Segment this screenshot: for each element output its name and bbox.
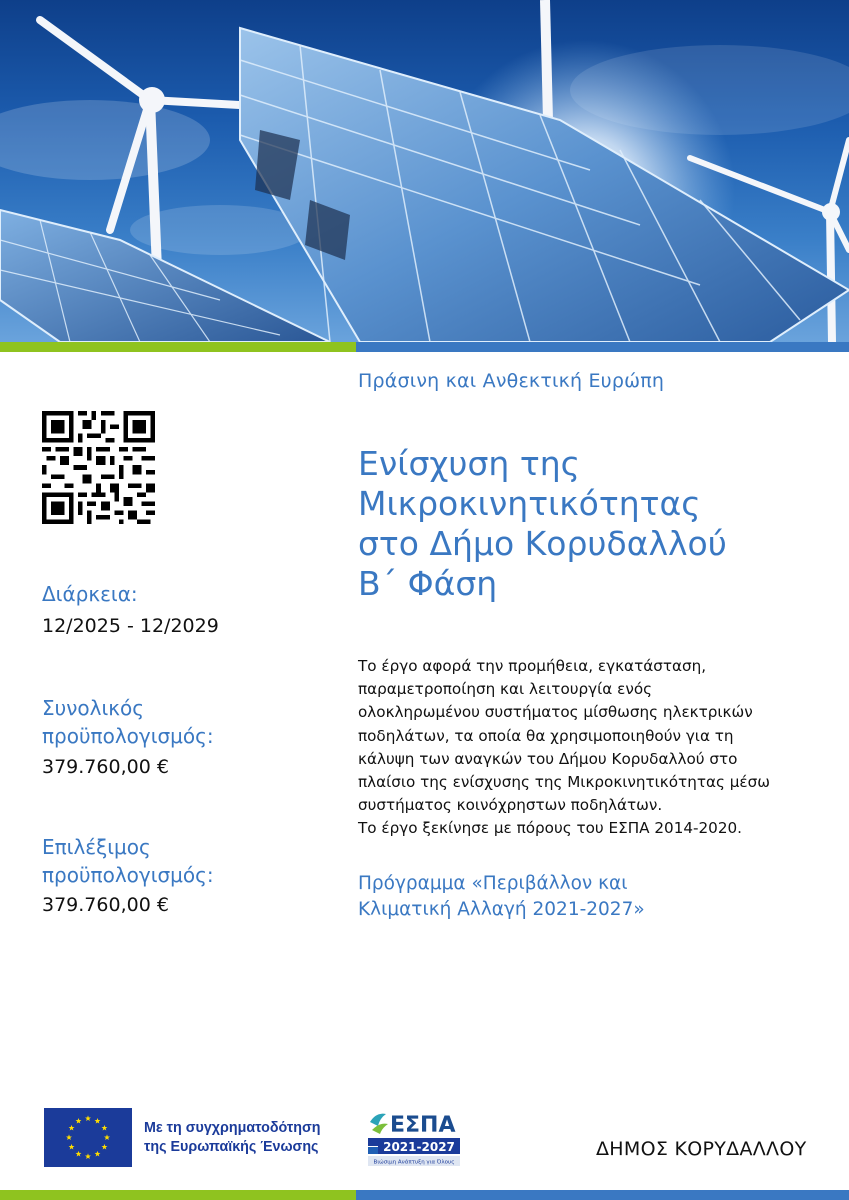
eu-cofunding-line: Με τη συγχρηματοδότηση: [144, 1120, 321, 1136]
espa-logo-period: 2021-2027: [383, 1140, 455, 1154]
eu-cofunding-text: [144, 1119, 321, 1157]
eligible-budget-label-line: προϋπολογισμός:: [42, 863, 214, 887]
duration-value: 12/2025 - 12/2029: [42, 615, 219, 637]
green-stripe-bottom: [0, 1190, 356, 1200]
project-title-line: Μικροκινητικότητας: [358, 484, 701, 523]
eligible-budget-value: 379.760,00 €: [42, 894, 169, 916]
eu-flag-icon: [44, 1108, 132, 1167]
description-line: συστήματος κοινόχρηστων ποδηλάτων.: [358, 796, 663, 815]
qr-code-icon: [42, 411, 155, 524]
description-line: κάλυψη των αναγκών του Δήμου Κορυδαλλού στο: [358, 749, 738, 768]
description-line: ποδηλάτων, τα οποία θα χρησιμοποιηθούν για τη: [358, 726, 734, 745]
eu-cofunding-line: της Ευρωπαϊκής Ένωσης: [144, 1139, 319, 1155]
espa-logo-name: ΕΣΠΑ: [390, 1113, 456, 1138]
project-title: [358, 444, 828, 604]
total-budget-label-line: Συνολικός: [42, 696, 144, 720]
blue-stripe-top: [356, 342, 849, 352]
eligible-budget-label: [42, 833, 214, 889]
description-line: ολοκληρωμένου συστήματος μίσθωσης ηλεκτρικών: [358, 703, 753, 722]
blue-stripe-bottom: [356, 1190, 849, 1200]
municipality-name: ΔΗΜΟΣ ΚΟΡΥΔΑΛΛΟΥ: [596, 1138, 807, 1160]
eligible-budget-label-line: Επιλέξιμος: [42, 835, 151, 859]
total-budget-label-line: προϋπολογισμός:: [42, 724, 214, 748]
espa-logo-tagline: Βιώσιμη Ανάπτυξη για Όλους: [373, 1159, 455, 1166]
green-stripe-top: [0, 342, 356, 352]
project-title-line: Β΄ Φάση: [358, 564, 498, 603]
description-line: Το έργο αφορά την προμήθεια, εγκατάσταση,: [358, 657, 707, 675]
duration-label: Διάρκεια:: [42, 582, 138, 606]
program-area-heading: Πράσινη και Ανθεκτική Ευρώπη: [358, 370, 665, 392]
total-budget-value: 379.760,00 €: [42, 756, 169, 778]
hero-image: [0, 0, 849, 342]
project-title-line: Ενίσχυση της: [358, 444, 580, 483]
espa-logo-icon: [368, 1108, 460, 1170]
solar-panels-illustration: [0, 0, 849, 342]
program-name: [358, 871, 798, 923]
program-name-line: Κλιματική Αλλαγή 2021-2027»: [358, 899, 645, 920]
total-budget-label: [42, 694, 214, 750]
description-line: πλαίσιο της ενίσχυσης της Μικροκινητικότητας μέσω: [358, 773, 770, 792]
description-line: παραμετροποίηση και λειτουργία ενός: [358, 680, 653, 699]
project-description: [358, 655, 798, 841]
description-line: Το έργο ξεκίνησε με πόρους του ΕΣΠΑ 2014-2020.: [358, 819, 742, 838]
program-name-line: Πρόγραμμα «Περιβάλλον και: [358, 873, 628, 894]
project-title-line: στο Δήμο Κορυδαλλού: [358, 524, 727, 563]
